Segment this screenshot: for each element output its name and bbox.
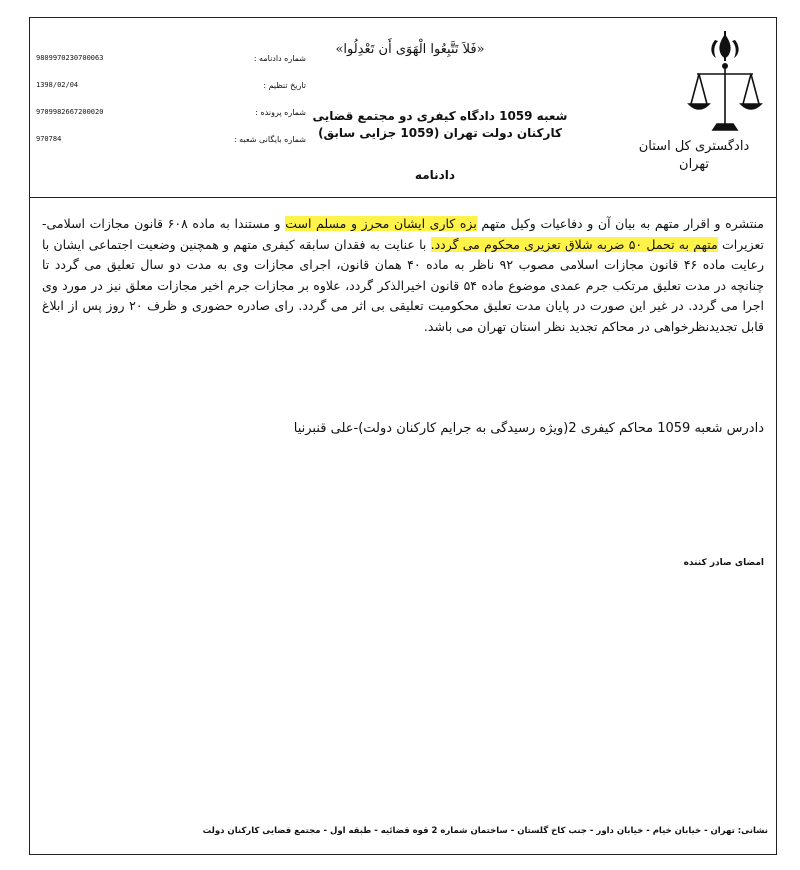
- verdict-body: [42, 214, 764, 337]
- judiciary-line-1: دادگستری کل استان: [638, 139, 750, 154]
- meta-value: 970784: [36, 135, 62, 143]
- document-page: [29, 17, 777, 855]
- verdict-highlight-sentence: متهم به تحمل ۵۰ ضربه شلاق تعزیری محکوم می گردد.: [430, 236, 718, 252]
- judiciary-line-2: تهران: [679, 157, 709, 172]
- court-name-line-2: کارکنان دولت تهران (1059 جزایی سابق): [318, 126, 562, 140]
- meta-label: تاریخ تنظیم :: [263, 81, 306, 90]
- header-divider: [30, 197, 776, 198]
- meta-row-case-number: [36, 108, 306, 135]
- court-name-line-1: شعبه 1059 دادگاه کیفری دو مجتمع قضایی: [312, 109, 568, 123]
- signature-label: امضای صادر کننده: [683, 558, 764, 568]
- meta-value: 9809970230700063: [36, 54, 104, 62]
- court-address: نشانی: تهران - خیابان خیام - خیابان داور - جنب کاخ گلستان - ساختمان شماره 2 قوه قضائیه - طبقه اول - مجتمع قضایی کارکنان دولت: [202, 826, 768, 836]
- iran-emblem-scales-of-justice-icon: [685, 30, 765, 142]
- issuing-authority: [620, 138, 768, 174]
- verdict-highlight-guilt: بزه کاری ایشان محرز و مسلم است: [285, 216, 477, 231]
- court-name: [290, 108, 590, 142]
- meta-label: شماره دادنامه :: [253, 54, 306, 63]
- judge-name: دادرس شعبه 1059 محاکم کیفری 2(ویژه رسیدگی به جرایم کارکنان دولت)-علی قنبرنیا: [293, 421, 764, 436]
- case-metadata: [36, 54, 306, 162]
- meta-value: 1398/02/04: [36, 81, 79, 89]
- meta-row-archive-number: [36, 135, 306, 162]
- meta-label: شماره بایگانی شعبه :: [233, 135, 306, 144]
- meta-value: 9709982667200020: [36, 108, 104, 116]
- verdict-text-part-2: و مستندا به ماده ۶۰۸ قانون مجازات اسلامی-تعزیرات: [42, 216, 765, 252]
- verdict-text-part-1: منتشره و اقرار متهم به بیان آن و دفاعیات وکیل متهم: [476, 216, 764, 231]
- verdict-text-part-3: با عنایت به فقدان سابقه کیفری متهم و همچنین وضعیت اجتماعی ایشان با رعایت ماده ۴۶ قانون مجازات اسلامی مصوب ۹۲ ناظر به ماده ۴۰ همان قانون، اجرای مجازات وی به مدت دو سال تعلیق می گردد تا چنانچه در مدت تعلیق مرتکب جرم عمدی موضوع ماده ۵۴ قانون اخیرالذکر گردد، علاوه بر مجازات جرم اخیر مجازات معلق نیز در مورد وی اجرا می گردد. در غیر این صورت در پایان مدت تعلیق محکومیت تعلیقی بی اثر می گردد. رای صادره حضوری و ظرف ۲۰ روز پس از ابلاغ قابل تجدیدنظرخواهی در محاکم تجدید نظر استان تهران می باشد.: [42, 236, 765, 334]
- meta-row-verdict-number: [36, 54, 306, 81]
- meta-row-issue-date: [36, 81, 306, 108]
- meta-label: شماره پرونده :: [255, 108, 306, 117]
- quran-motto: «فَلاَ تَتَّبِعُوا الْهَوَى أَن تَعْدِلُوا»: [335, 42, 485, 57]
- document-title: دادنامه: [414, 168, 456, 182]
